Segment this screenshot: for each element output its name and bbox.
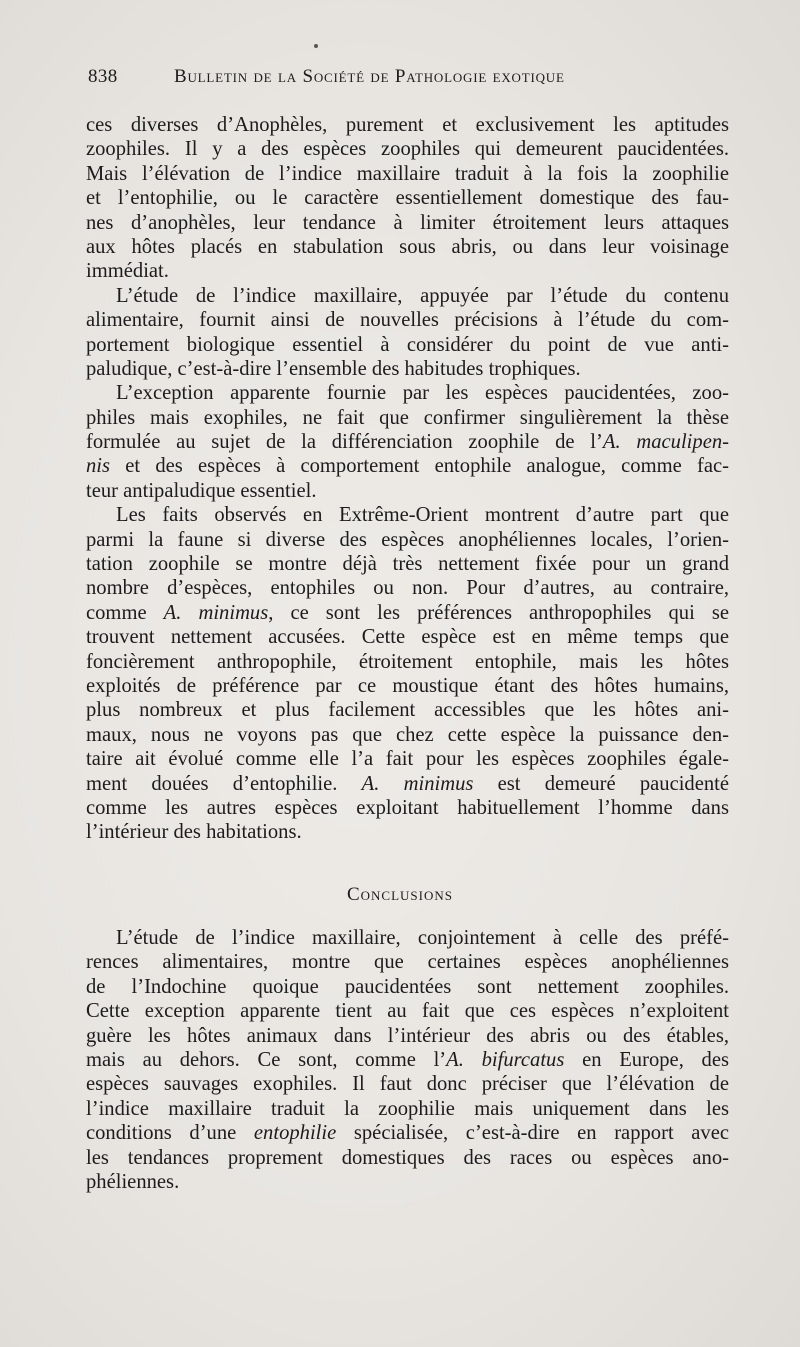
text-line: exploités de préférence par ce moustique étant des hôtes humains, xyxy=(86,674,729,697)
emphasis: entophilie xyxy=(253,1122,337,1145)
text-segment: spécialisée, c’est-à-dire en rapport avec xyxy=(336,1122,729,1145)
paragraph-1 xyxy=(86,113,729,284)
text-line: rences alimentaires, montre que certaines espèces anophéliennes xyxy=(86,951,729,974)
text-segment: formulée au sujet de la différenciation zoophile de l’ xyxy=(86,431,603,454)
species-name: nis xyxy=(86,455,111,478)
text-line: foncièrement anthropophile, étroitement entophile, mais les hôtes xyxy=(86,650,729,673)
paragraph-2 xyxy=(86,284,729,382)
text-line: ces diverses d’Anophèles, purement et exclusivement les aptitudes xyxy=(86,114,729,136)
text-line: nes d’anophèles, leur tendance à limiter étroitement leurs attaques xyxy=(86,211,729,234)
text-line: taire ait évolué comme elle l’a fait pour les espèces zoophiles égale- xyxy=(86,748,729,771)
conclusions-text xyxy=(86,926,729,1194)
page-number: 838 xyxy=(88,66,118,87)
text-line xyxy=(86,1121,729,1145)
text-line xyxy=(86,772,729,796)
text-line: teur antipaludique essentiel. xyxy=(86,479,317,502)
species-name: A. bifurcatus xyxy=(446,1048,565,1071)
text-line: paludique, c’est-à-dire l’ensemble des habitudes trophiques. xyxy=(86,357,581,380)
text-segment: conditions d’une xyxy=(86,1122,254,1145)
text-line: les tendances proprement domestiques des races ou espèces ano- xyxy=(86,1146,729,1169)
page-header xyxy=(88,66,728,94)
text-line: portement biologique essentiel à considérer du point de vue anti- xyxy=(86,333,729,356)
text-line: Cette exception apparente tient au fait que ces espèces n’exploitent xyxy=(86,1000,729,1023)
text-line xyxy=(86,454,729,478)
text-segment: est demeuré paucidenté xyxy=(473,772,729,795)
text-segment: , ce sont les préférences anthropophiles qui se xyxy=(268,601,729,624)
text-line: aux hôtes placés en stabulation sous abris, ou dans leur voisinage xyxy=(86,235,729,258)
main-text xyxy=(86,113,729,845)
text-line: parmi la faune si diverse des espèces anophéliennes locales, l’orien- xyxy=(86,528,729,551)
text-line: maux, nous ne voyons pas que chez cette espèce la puissance den- xyxy=(86,723,729,746)
text-line xyxy=(86,601,729,625)
text-line: plus nombreux et plus facilement accessibles que les hôtes ani- xyxy=(86,699,729,722)
paragraph-4 xyxy=(86,503,729,844)
running-title: Bulletin de la Société de Pathologie exotique xyxy=(174,66,565,87)
text-line xyxy=(86,1048,729,1072)
species-name: A. minimus xyxy=(361,772,474,795)
text-line: alimentaire, fournit ainsi de nouvelles précisions à l’étude du com- xyxy=(86,309,729,332)
text-segment: et des espèces à comportement entophile analogue, comme fac- xyxy=(110,455,729,478)
text-segment: comme xyxy=(86,601,164,624)
text-line: L’étude de l’indice maxillaire, appuyée par l’étude du contenu xyxy=(116,284,729,307)
text-line: zoophiles. Il y a des espèces zoophiles qui demeurent paucidentées. xyxy=(86,138,729,161)
paragraph-5 xyxy=(86,926,729,1194)
text-line: Mais l’élévation de l’indice maxillaire traduit à la fois la zoophilie xyxy=(86,162,729,185)
paragraph-3 xyxy=(86,381,729,503)
text-segment: mais au dehors. Ce sont, comme l’ xyxy=(86,1048,447,1071)
text-segment: ment douées d’entophilie. xyxy=(86,772,362,795)
print-speck xyxy=(314,44,318,48)
species-name: A. maculipen- xyxy=(602,431,729,454)
text-line xyxy=(86,430,729,454)
text-line: guère les hôtes animaux dans l’intérieur des abris ou des étables, xyxy=(86,1024,729,1047)
species-name: A. minimus xyxy=(163,601,269,624)
text-line: l’intérieur des habitations. xyxy=(86,821,302,844)
text-line: nombre d’espèces, entophiles ou non. Pour d’autres, au contraire, xyxy=(86,577,729,600)
text-line: de l’Indochine quoique paucidentées sont nettement zoophiles. xyxy=(86,975,729,998)
text-line: immédiat. xyxy=(86,260,169,283)
text-line: philes mais exophiles, ne fait que confirmer singulièrement la thèse xyxy=(86,406,729,429)
text-line: L’exception apparente fournie par les espèces paucidentées, zoo- xyxy=(116,382,729,405)
text-line: et l’entophilie, ou le caractère essentiellement domestique des fau- xyxy=(86,187,729,210)
text-line: L’étude de l’indice maxillaire, conjointement à celle des préfé- xyxy=(116,927,729,949)
text-line: phéliennes. xyxy=(86,1170,180,1193)
text-segment: en Europe, des xyxy=(564,1048,729,1071)
text-line: tation zoophile se montre déjà très nettement fixée pour un grand xyxy=(86,553,729,576)
text-line: l’indice maxillaire traduit la zoophilie mais uniquement dans les xyxy=(86,1097,729,1120)
text-line: comme les autres espèces exploitant habituellement l’homme dans xyxy=(86,796,729,819)
section-heading-conclusions: Conclusions xyxy=(346,884,453,905)
text-line: espèces sauvages exophiles. Il faut donc préciser que l’élévation de xyxy=(86,1073,729,1096)
text-line: Les faits observés en Extrême-Orient montrent d’autre part que xyxy=(116,504,729,527)
text-line: trouvent nettement accusées. Cette espèce est en même temps que xyxy=(86,626,729,649)
